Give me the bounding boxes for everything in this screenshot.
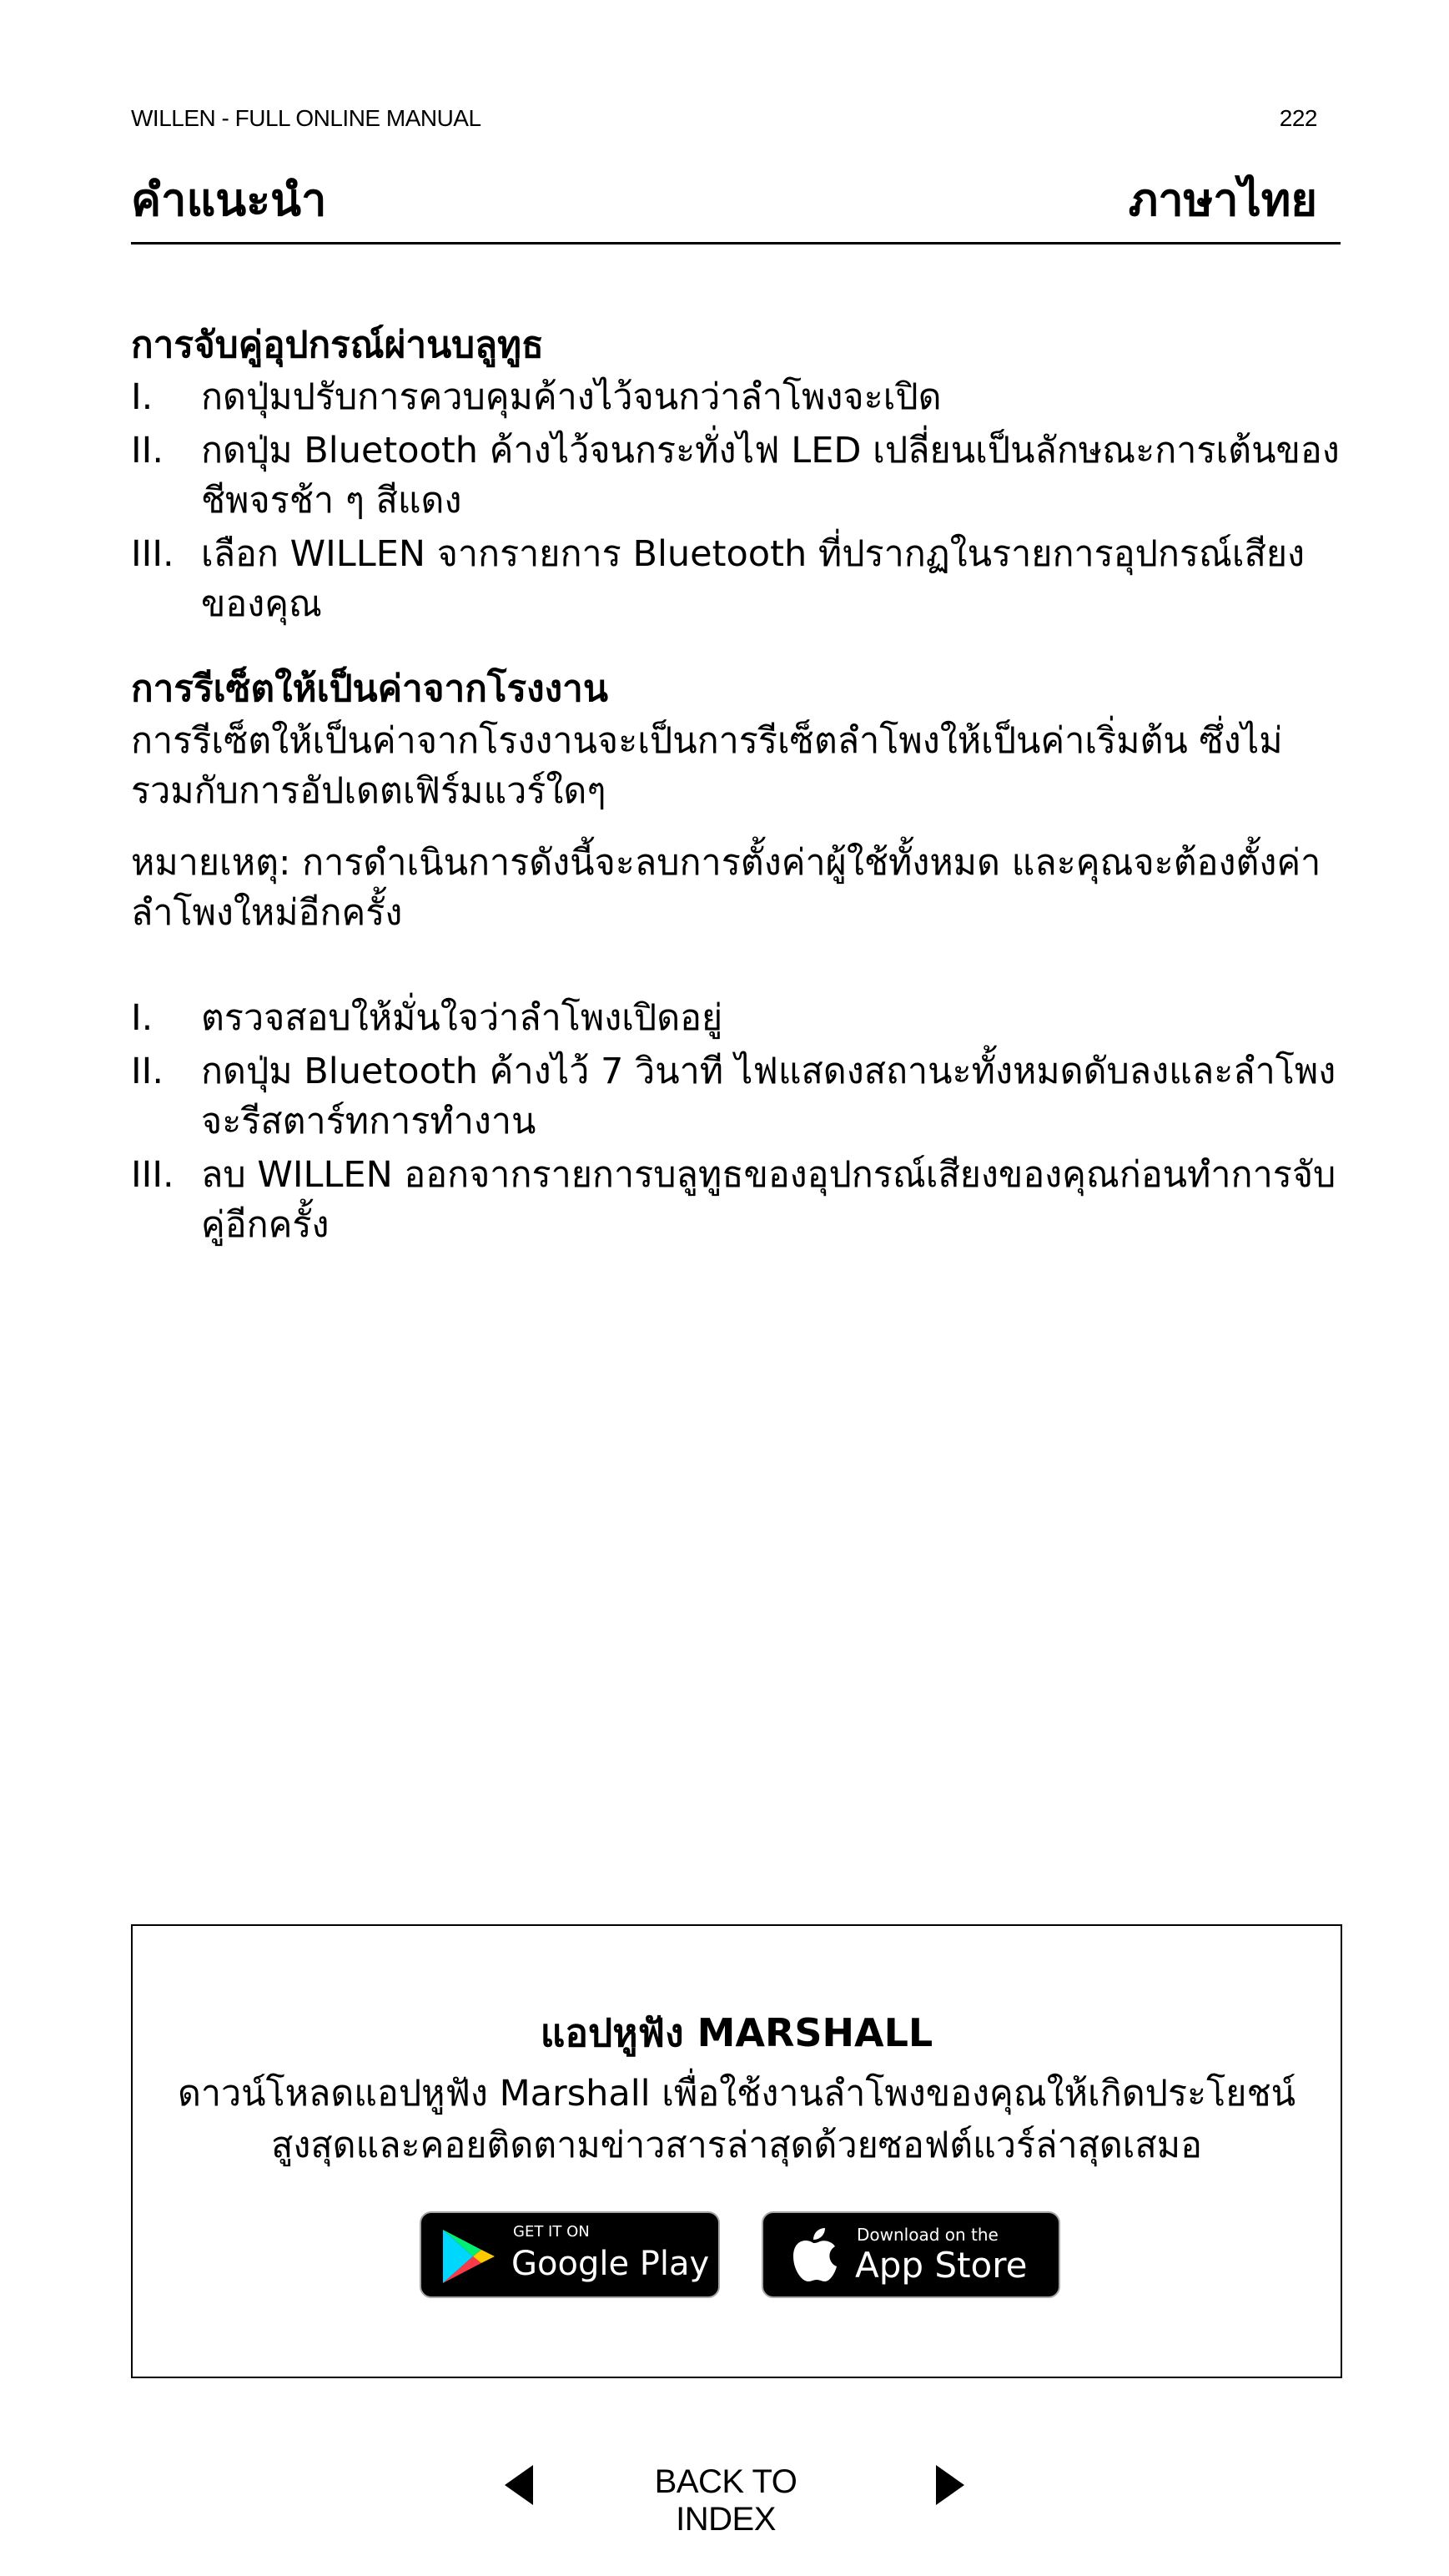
step-text: เลือก WILLEN จากรายการ Bluetooth ที่ปรากฏในรายการอุปกรณ์เสียงของคุณ bbox=[201, 533, 1306, 625]
step-number: I. bbox=[131, 997, 153, 1039]
google-play-icon bbox=[440, 2228, 498, 2285]
step-text: กดปุ่มปรับการควบคุมค้างไว้จนกว่าลำโพงจะเปิด bbox=[201, 376, 942, 418]
google-play-small-label: GET IT ON bbox=[513, 2223, 590, 2241]
step-text: กดปุ่ม Bluetooth ค้างไว้ 7 วินาที ไฟแสดงสถานะทั้งหมดดับลงและลำโพงจะรีสตาร์ทการทำงาน bbox=[201, 1051, 1336, 1142]
step-text: ตรวจสอบให้มั่นใจว่าลำโพงเปิดอยู่ bbox=[201, 997, 723, 1039]
header-divider bbox=[131, 242, 1341, 244]
marshall-app-box bbox=[131, 1924, 1342, 2378]
app-box-description bbox=[133, 2068, 1341, 2171]
step-number: II. bbox=[131, 1051, 164, 1092]
section-title: คำแนะนำ bbox=[131, 174, 327, 226]
step-text: กดปุ่ม Bluetooth ค้างไว้จนกระทั่งไฟ LED เปลี่ยนเป็นลักษณะการเต้นของชีพจรช้า ๆ สีแดง bbox=[201, 430, 1340, 522]
app-store-button[interactable] bbox=[762, 2211, 1060, 2298]
apple-icon bbox=[788, 2226, 838, 2285]
step-number: III. bbox=[131, 1154, 174, 1196]
triangle-right-icon[interactable] bbox=[936, 2465, 964, 2505]
list-item bbox=[131, 372, 1341, 422]
list-item bbox=[131, 1150, 1341, 1250]
step-number: II. bbox=[131, 430, 164, 471]
language-label: ภาษาไทย bbox=[1128, 174, 1317, 226]
factory-reset-steps bbox=[131, 993, 1341, 1253]
triangle-left-icon[interactable] bbox=[505, 2465, 533, 2505]
google-play-label: Google Play bbox=[511, 2245, 710, 2283]
step-number: I. bbox=[131, 376, 153, 418]
app-store-small-label: Download on the bbox=[857, 2225, 999, 2245]
step-number: III. bbox=[131, 533, 174, 575]
list-item bbox=[131, 426, 1341, 526]
back-to-index-link[interactable]: BACK TO INDEX bbox=[654, 2463, 797, 2538]
google-play-button[interactable] bbox=[420, 2211, 720, 2298]
list-item bbox=[131, 529, 1341, 629]
app-box-title: แอปหูฟัง MARSHALL bbox=[540, 2010, 933, 2055]
pairing-steps bbox=[131, 372, 1341, 633]
list-item bbox=[131, 1046, 1341, 1147]
document-title: WILLEN - FULL ONLINE MANUAL bbox=[131, 105, 481, 131]
factory-reset-heading: การรีเซ็ตให้เป็นค่าจากโรงงาน bbox=[131, 668, 608, 710]
factory-reset-note: หมายเหตุ: การดำเนินการดังนี้จะลบการตั้งค่าผู้ใช้ทั้งหมด และคุณจะต้องตั้งค่าลำโพงใหม่อีกครั้ง bbox=[131, 842, 1321, 934]
step-text: ลบ WILLEN ออกจากรายการบลูทูธของอุปกรณ์เสียงของคุณก่อนทำการจับคู่อีกครั้ง bbox=[201, 1154, 1336, 1246]
page-number: 222 bbox=[1279, 105, 1317, 131]
pairing-heading: การจับคู่อุปกรณ์ผ่านบลูทูธ bbox=[131, 324, 544, 366]
app-box-description-line: ดาวน์โหลดแอปหูฟัง Marshall เพื่อใช้งานลำโพงของคุณให้เกิดประโยชน์ bbox=[177, 2073, 1296, 2115]
factory-reset-intro: การรีเซ็ตให้เป็นค่าจากโรงงานจะเป็นการรีเซ็ตลำโพงให้เป็นค่าเริ่มต้น ซึ่งไม่รวมกับการอัปเดตเฟิร์มแวร์ใดๆ bbox=[131, 720, 1283, 812]
app-box-description-line: สูงสุดและคอยติดตามข่าวสารล่าสุดด้วยซอฟต์แวร์ล่าสุดเสมอ bbox=[271, 2125, 1202, 2166]
app-store-label: App Store bbox=[855, 2245, 1028, 2286]
list-item bbox=[131, 993, 1341, 1043]
